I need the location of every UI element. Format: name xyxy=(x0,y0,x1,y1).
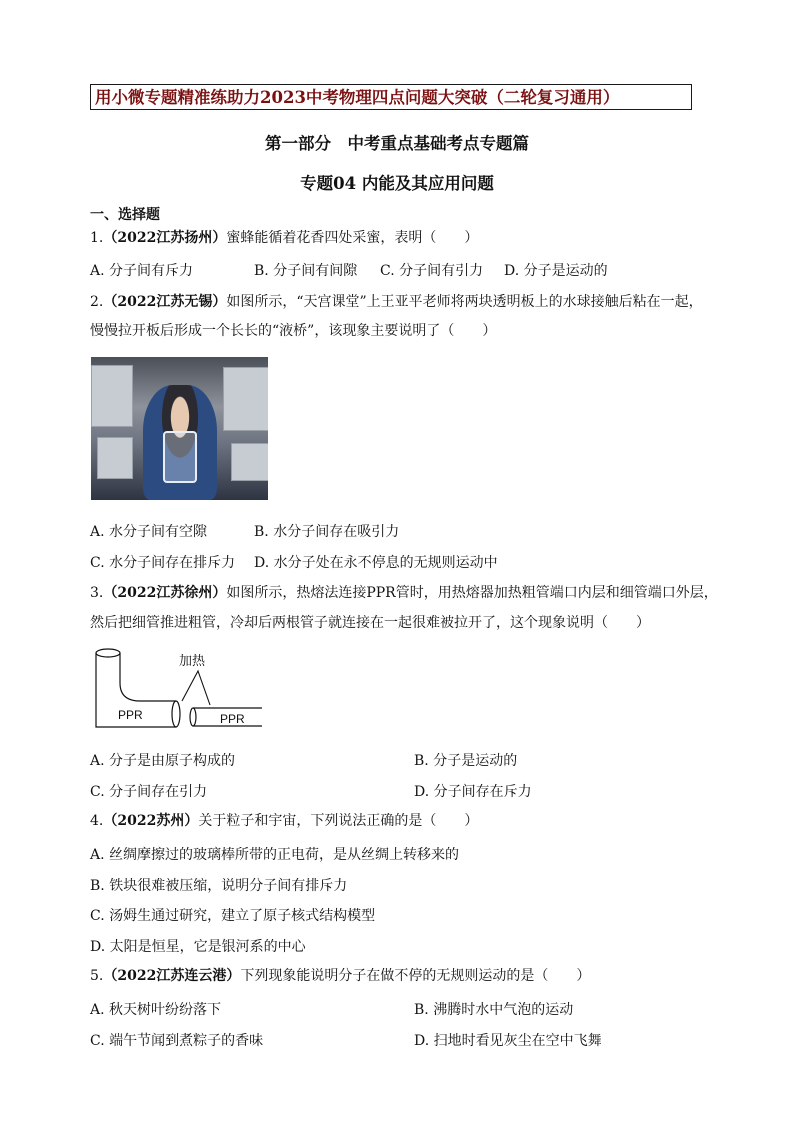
option-d: D. 水分子处在永不停息的无规则运动中 xyxy=(254,555,498,571)
heat-label: 加热 xyxy=(179,654,206,669)
liquid-bridge-photo xyxy=(91,357,268,500)
question-2-stem-line2: 慢慢拉开板后形成一个长长的“液桥”，该现象主要说明了（ ） xyxy=(90,323,497,339)
heat-pointer-lines xyxy=(182,671,210,705)
question-source: （2022苏州） xyxy=(103,813,199,829)
option-a: A. 分子是由原子构成的 xyxy=(90,753,236,769)
option-d: D. 分子间存在斥力 xyxy=(414,784,532,800)
question-source: （2022江苏徐州） xyxy=(103,585,227,601)
question-1-stem: 1.（2022江苏扬州）蜜蜂能循着花香四处采蜜，表明（ ） xyxy=(90,230,479,246)
option-b: B. 水分子间存在吸引力 xyxy=(254,524,400,540)
option-d: D. 太阳是恒星，它是银河系的中心 xyxy=(90,939,306,955)
question-5-stem: 5.（2022江苏连云港）下列现象能说明分子在做不停的无规则运动的是（ ） xyxy=(90,968,591,984)
option-a: A. 秋天树叶纷纷落下 xyxy=(90,1002,222,1018)
option-b: B. 沸腾时水中气泡的运动 xyxy=(414,1002,574,1018)
option-a: A. 水分子间有空隙 xyxy=(90,524,208,540)
option-c: C. 分子间存在引力 xyxy=(90,784,208,800)
question-3-stem-line2: 然后把细管推进粗管，冷却后两根管子就连接在一起很难被拉开了，这个现象说明（ ） xyxy=(90,615,650,631)
option-c: C. 分子间有引力 xyxy=(380,263,484,279)
question-source: （2022江苏连云港） xyxy=(103,968,241,984)
topic-title: 专题04 内能及其应用问题 xyxy=(300,174,494,193)
banner-title: 用小微专题精准练助力2023中考物理四点问题大突破（二轮复习通用） xyxy=(90,84,692,110)
option-b: B. 铁块很难被压缩，说明分子间有排斥力 xyxy=(90,878,348,894)
option-b: B. 分子是运动的 xyxy=(414,753,518,769)
question-3-stem: 3.（2022江苏徐州）如图所示，热熔法连接PPR管时，用热熔器加热粗管端口内层和细管端口外层， xyxy=(90,585,718,601)
question-source: （2022江苏无锡） xyxy=(103,294,227,310)
question-2-stem: 2.（2022江苏无锡）如图所示，“天宫课堂”上王亚平老师将两块透明板上的水球接触后粘在一起， xyxy=(90,294,703,310)
option-d: D. 分子是运动的 xyxy=(504,263,608,279)
pipe-label-left: PPR xyxy=(118,708,143,722)
question-source: （2022江苏扬州） xyxy=(103,230,227,246)
part-title: 第一部分 中考重点基础考点专题篇 xyxy=(265,134,529,153)
option-a: A. 分子间有斥力 xyxy=(90,263,194,279)
question-4-stem: 4.（2022苏州）关于粒子和宇宙，下列说法正确的是（ ） xyxy=(90,813,479,829)
pipe-label-right: PPR xyxy=(220,712,245,726)
ppr-pipe-diagram xyxy=(90,647,270,737)
option-c: C. 端午节闻到煮粽子的香味 xyxy=(90,1033,264,1049)
option-c: C. 水分子间存在排斥力 xyxy=(90,555,236,571)
option-a: A. 丝绸摩擦过的玻璃棒所带的正电荷，是从丝绸上转移来的 xyxy=(90,847,460,863)
option-d: D. 扫地时看见灰尘在空中飞舞 xyxy=(414,1033,602,1049)
option-c: C. 汤姆生通过研究，建立了原子核式结构模型 xyxy=(90,908,376,924)
option-b: B. 分子间有间隙 xyxy=(254,263,358,279)
section-heading: 一、选择题 xyxy=(90,207,160,223)
